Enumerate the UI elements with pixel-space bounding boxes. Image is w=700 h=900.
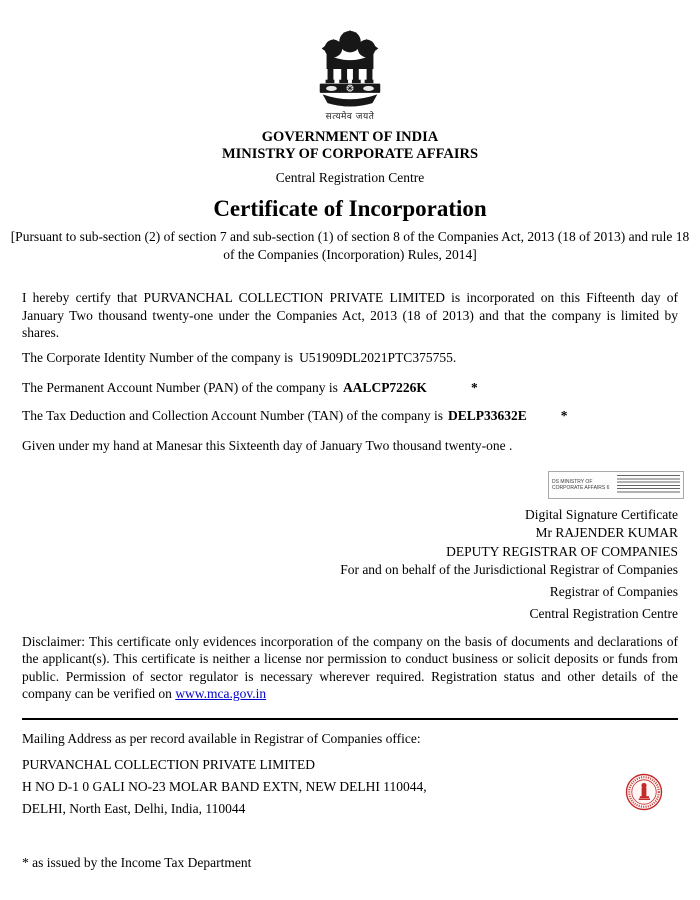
address-line-1: H NO D-1 0 GALI NO-23 MOLAR BAND EXTN, NEW DELHI 110044, — [22, 778, 427, 794]
dharma-chakra — [346, 85, 353, 92]
disclaimer-text: Disclaimer: This certificate only evidences incorporation of the company on the basis of documents and declarations of the applicant(s). This certificate is neither a license nor permission to conduct business or solicit deposits or funds from public. Permission of sector regulator is necessary wherever required. Registration status and other details of the company can be verified on — [22, 633, 678, 701]
income-tax-footnote: * as issued by the Income Tax Department — [22, 854, 252, 870]
company-name: PURVANCHAL COLLECTION PRIVATE LIMITED — [22, 756, 316, 772]
central-registration-centre: Central Registration Centre — [275, 170, 425, 185]
tan-value: DELP33632E — [448, 407, 527, 423]
tan-line — [22, 407, 678, 425]
mailing-address-heading: Mailing Address as per record available in Registrar of Companies office: — [22, 730, 421, 746]
cin-line — [22, 349, 678, 367]
pan-line — [22, 379, 678, 397]
pan-asterisk: * — [470, 380, 478, 395]
disclaimer-paragraph — [22, 633, 678, 703]
registrar-seal-icon — [624, 772, 664, 814]
digital-signature-certificate-line: Digital Signature Certificate — [525, 506, 678, 522]
government-of-india-title: GOVERNMENT OF INDIA — [261, 129, 439, 145]
tan-asterisk: * — [560, 407, 568, 423]
central-registration-centre-line: Central Registration Centre — [529, 606, 678, 621]
mca-website-link[interactable]: www.mca.gov.in — [175, 686, 267, 701]
document-header — [10, 0, 690, 263]
satyameva-jayate-motto: सत्यमेव जयते — [325, 112, 375, 122]
digital-signature-stamp — [548, 471, 684, 499]
given-under-hand-line: Given under my hand at Manesar this Sixteenth day of January Two thousand twenty-one . — [22, 438, 513, 453]
incorporation-paragraph: I hereby certify that PURVANCHAL COLLECTION PRIVATE LIMITED is incorporated on this Fifteenth day of January Two thousand twenty-one under the Companies Act, 2013 (18 of 2013) and that the company is limited by shares. — [22, 290, 678, 340]
signatory-name: Mr RAJENDER KUMAR — [535, 525, 678, 540]
dsc-stamp-label: DS MINISTRY OF CORPORATE AFFAIRS 6 — [552, 478, 610, 491]
on-behalf-line: For and on behalf of the Jurisdictional Registrar of Companies — [340, 562, 678, 577]
mailing-address-section — [22, 730, 678, 820]
signatory-designation: DEPUTY REGISTRAR OF COMPANIES — [446, 543, 678, 559]
ministry-title: MINISTRY OF CORPORATE AFFAIRS — [221, 146, 479, 162]
emblem-of-india-icon — [309, 26, 391, 108]
tan-label: The Tax Deduction and Collection Account Number (TAN) of the company is — [22, 407, 443, 423]
certificate-body — [22, 289, 678, 871]
registrar-of-companies-line: Registrar of Companies — [549, 583, 678, 599]
dsc-signature-details-icon — [617, 475, 680, 495]
certificate-title: Certificate of Incorporation — [213, 196, 487, 221]
cin-label: The Corporate Identity Number of the company is — [22, 349, 294, 365]
address-line-2: DELHI, North East, Delhi, India, 110044 — [22, 800, 246, 816]
section-divider — [22, 718, 678, 720]
certificate-subtitle: [Pursuant to sub-section (2) of section 7 and sub-section (1) of section 8 of the Companies Act, 2013 (18 of 2013) and rule 18 of the Companies (Incorporation) Rules, 2014] — [10, 229, 690, 262]
pan-value: AALCP7226K — [342, 380, 427, 395]
pan-label: The Permanent Account Number (PAN) of the company is — [22, 380, 338, 395]
cin-value: U51909DL2021PTC375755. — [299, 349, 457, 365]
signature-block — [22, 506, 678, 624]
